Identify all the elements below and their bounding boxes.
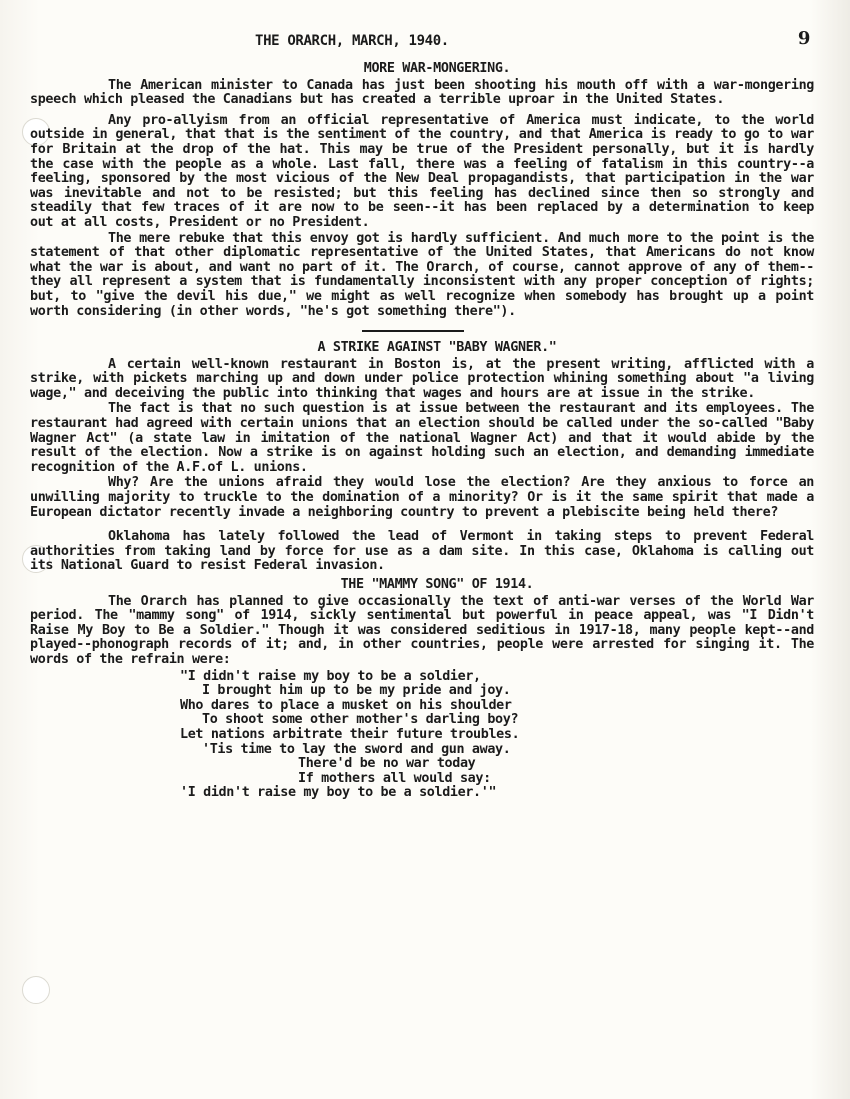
verse-line: Let nations arbitrate their future troubles. xyxy=(180,726,520,742)
verse-line: 'Tis time to lay the sword and gun away. xyxy=(202,741,511,757)
section-divider xyxy=(362,330,464,332)
verse-line: There'd be no war today xyxy=(298,756,476,772)
article1-paragraph-2: Any pro-allyism from an official representative of America must indicate, to the world outside in general, that that is the sentiment of the country, and that America is ready to go to war for Britain at the drop of the hat. This may be true of the President personally, but it is hardly the case with the people as a whole. Last fall, there was a feeling of fatalism in this country--a feeling, sponsored by the most vicious of the New Deal propagandists, that participation in the war was inevitable and not to be resisted; but this feeling has declined since then so strongly and steadily that few traces of it are now to be seen--it has been replaced by a determination to keep out at all costs, President or no President. xyxy=(30,112,814,230)
verse-line: 'I didn't raise my boy to be a soldier.'" xyxy=(180,785,497,801)
article1-paragraph-3: The mere rebuke that this envoy got is hardly sufficient. And much more to the point is the statement of that other diplomatic representative of the United States, that Americans do not know what the war is about, and want no part of it. The Orarch, of course, cannot approve of any of them--they all represent a system that is fundamentally inconsistent with any proper conception of rights; but, to "give the devil his due," we might as well recognize when somebody has brought up a point worth considering (in other words, "he's got something there"). xyxy=(30,230,814,319)
article4-paragraph-1: The Orarch has planned to give occasionally the text of anti-war verses of the World War period. The "mammy song" of 1914, sickly sentimental but powerful in peace appeal, was "I Didn't Raise My Boy to Be a Soldier." Though it was considered seditious in 1917-18, many people kept--and played--phonograph records of it; and, in other countries, people were arrested for singing it. The words of the refrain were: xyxy=(30,593,814,667)
verse-line: To shoot some other mother's darling boy? xyxy=(202,712,519,728)
publication-title: THE ORARCH, MARCH, 1940. xyxy=(255,33,449,49)
verse-line: If mothers all would say: xyxy=(298,770,491,786)
punch-hole-bottom xyxy=(22,976,50,1004)
article-headline-mammy-song: THE "MAMMY SONG" OF 1914. xyxy=(340,577,534,592)
page-header xyxy=(30,30,814,48)
article2-paragraph-3: Why? Are the unions afraid they would lose the election? Are they anxious to force an unwilling majority to truckle to the domination of a minority? Or is it the same spirit that made a European dictator recently invade a neighboring country to prevent a plebiscite being held there? xyxy=(30,475,814,520)
article-headline-war-mongering: MORE WAR-MONGERING. xyxy=(363,61,511,76)
page-number: 9 xyxy=(797,28,810,49)
article2-paragraph-2: The fact is that no such question is at issue between the restaurant and its employees. The restaurant had agreed with certain unions that an election should be called under the so-called "Baby Wagner Act" (a state law in imitation of the national Wagner Act) and that it would abide by the result of the election. Now a strike is on against holding such an election, and demanding immediate recognition of the A.F.of L. unions. xyxy=(30,401,814,475)
song-refrain xyxy=(30,670,814,801)
article-headline-strike: A STRIKE AGAINST "BABY WAGNER." xyxy=(317,340,557,356)
verse-line: I brought him up to be my pride and joy. xyxy=(202,683,511,699)
article1-paragraph-1: The American minister to Canada has just been shooting his mouth off with a war-mongering speech which pleased the Canadians but has created a terrible uproar in the United States. xyxy=(30,77,814,108)
document-body xyxy=(30,30,814,801)
article3-paragraph-1: Oklahoma has lately followed the lead of Vermont in taking steps to prevent Federal authorities from taking land by force for use as a dam site. In this case, Oklahoma is calling out its National Guard to resist Federal invasion. xyxy=(30,529,814,574)
verse-line: "I didn't raise my boy to be a soldier, xyxy=(180,668,481,684)
verse-line: Who dares to place a musket on his shoulder xyxy=(180,697,512,713)
article2-paragraph-1: A certain well-known restaurant in Boston is, at the present writing, afflicted with a strike, with pickets marching up and down under police protection whining something about "a living wage," and deceiving the public into thinking that wages and hours are at issue in the strike. xyxy=(30,356,814,401)
